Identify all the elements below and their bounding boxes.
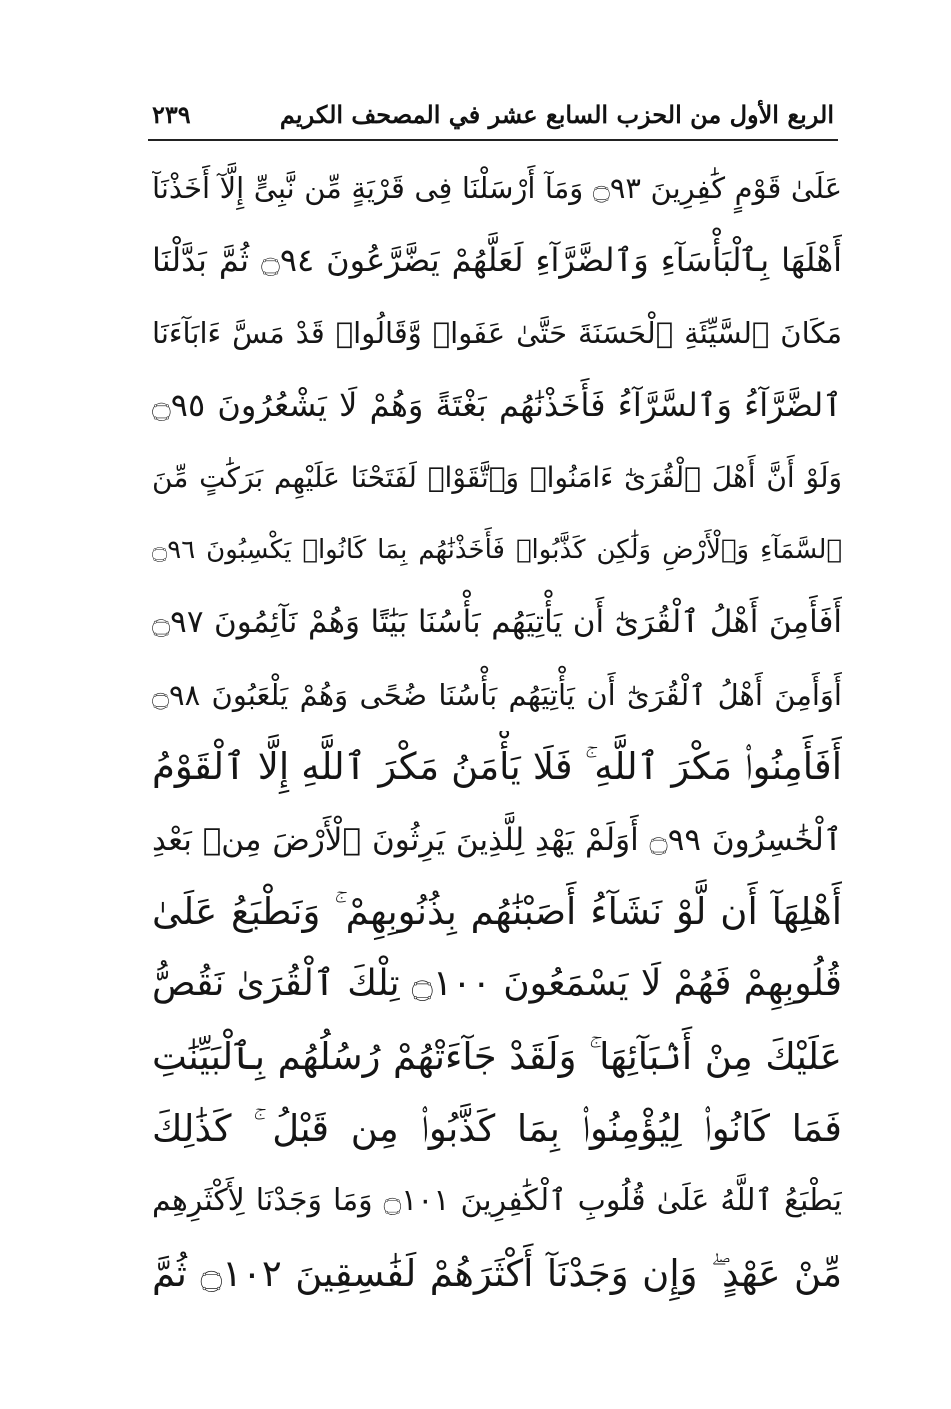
- text-line-6: ٱلسَّمَآءِ وَٱلْأَرْضِ وَلَٰكِن كَذَّبُوا۟ فَأَخَذْنَٰهُم بِمَا كَانُوا۟ يَكْسِبُونَ ۝٩٦: [152, 534, 842, 565]
- text-line-11: أَهْلِهَآ أَن لَّوْ نَشَآءُ أَصَبْنَٰهُم بِذُنُوبِهِمْ ۚ وَنَطْبَعُ عَلَىٰ: [152, 889, 842, 933]
- quran-text-block: [152, 148, 842, 1310]
- header-divider: [148, 139, 838, 141]
- text-line-9: أَفَأَمِنُوا۟ مَكْرَ ٱللَّهِ ۚ فَلَا يَأْمَنُ مَكْرَ ٱللَّهِ إِلَّا ٱلْقَوْمُ: [152, 745, 842, 789]
- text-line-13: عَلَيْكَ مِنْ أَنۢبَآئِهَا ۚ وَلَقَدْ جَآءَتْهُمْ رُسُلُهُم بِٱلْبَيِّنَٰتِ: [152, 1034, 842, 1078]
- text-line-14: فَمَا كَانُوا۟ لِيُؤْمِنُوا۟ بِمَا كَذَّبُوا۟ مِن قَبْلُ ۚ كَذَٰلِكَ: [152, 1107, 842, 1151]
- page-header: [148, 96, 838, 140]
- text-line-16: مِّنْ عَهْدٍ ۖ وَإِن وَجَدْنَآ أَكْثَرَهُمْ لَفَٰسِقِينَ ۝١٠٢ ثُمَّ: [152, 1251, 842, 1295]
- text-line-4: ٱلضَّرَّآءُ وَٱلسَّرَّآءُ فَأَخَذْنَٰهُم بَغْتَةً وَهُمْ لَا يَشْعُرُونَ ۝٩٥: [152, 386, 842, 425]
- text-line-3: مَكَانَ ٱلسَّيِّئَةِ ٱلْحَسَنَةَ حَتَّىٰ عَفَوا۟ وَّقَالُوا۟ قَدْ مَسَّ ءَابَآءَنَا: [152, 315, 842, 350]
- text-line-2: أَهْلَهَا بِٱلْبَأْسَآءِ وَٱلضَّرَّآءِ لَعَلَّهُمْ يَضَّرَّعُونَ ۝٩٤ ثُمَّ بَدَّلْنَا: [152, 241, 842, 280]
- page-number: ٢٣٩: [152, 100, 191, 129]
- text-line-5: وَلَوْ أَنَّ أَهْلَ ٱلْقُرَىٰٓ ءَامَنُوا۟ وَٱتَّقَوْا۟ لَفَتَحْنَا عَلَيْهِم بَرَكَٰتٍ مِّنَ: [152, 460, 842, 494]
- text-line-7: أَفَأَمِنَ أَهْلُ ٱلْقُرَىٰٓ أَن يَأْتِيَهُم بَأْسُنَا بَيَٰتًا وَهُمْ نَآئِمُونَ ۝٩٧: [152, 604, 842, 641]
- text-line-8: أَوَأَمِنَ أَهْلُ ٱلْقُرَىٰٓ أَن يَأْتِيَهُم بَأْسُنَا ضُحًى وَهُمْ يَلْعَبُونَ ۝٩٨: [152, 677, 842, 712]
- page-header-title: الربع الأول من الحزب السابع عشر في المصحف الكريم: [279, 100, 834, 129]
- text-line-1: عَلَىٰ قَوْمٍ كَٰفِرِينَ ۝٩٣ وَمَآ أَرْسَلْنَا فِى قَرْيَةٍ مِّن نَّبِىٍّ إِلَّآ أَخَذْنَآ: [152, 171, 842, 205]
- text-line-12: قُلُوبِهِمْ فَهُمْ لَا يَسْمَعُونَ ۝١٠٠ تِلْكَ ٱلْقُرَىٰ نَقُصُّ: [152, 963, 842, 1005]
- text-line-15: يَطْبَعُ ٱللَّهُ عَلَىٰ قُلُوبِ ٱلْكَٰفِرِينَ ۝١٠١ وَمَا وَجَدْنَا لِأَكْثَرِهِم: [152, 1183, 842, 1219]
- text-line-10: ٱلْخَٰسِرُونَ ۝٩٩ أَوَلَمْ يَهْدِ لِلَّذِينَ يَرِثُونَ ٱلْأَرْضَ مِنۢ بَعْدِ: [152, 821, 842, 858]
